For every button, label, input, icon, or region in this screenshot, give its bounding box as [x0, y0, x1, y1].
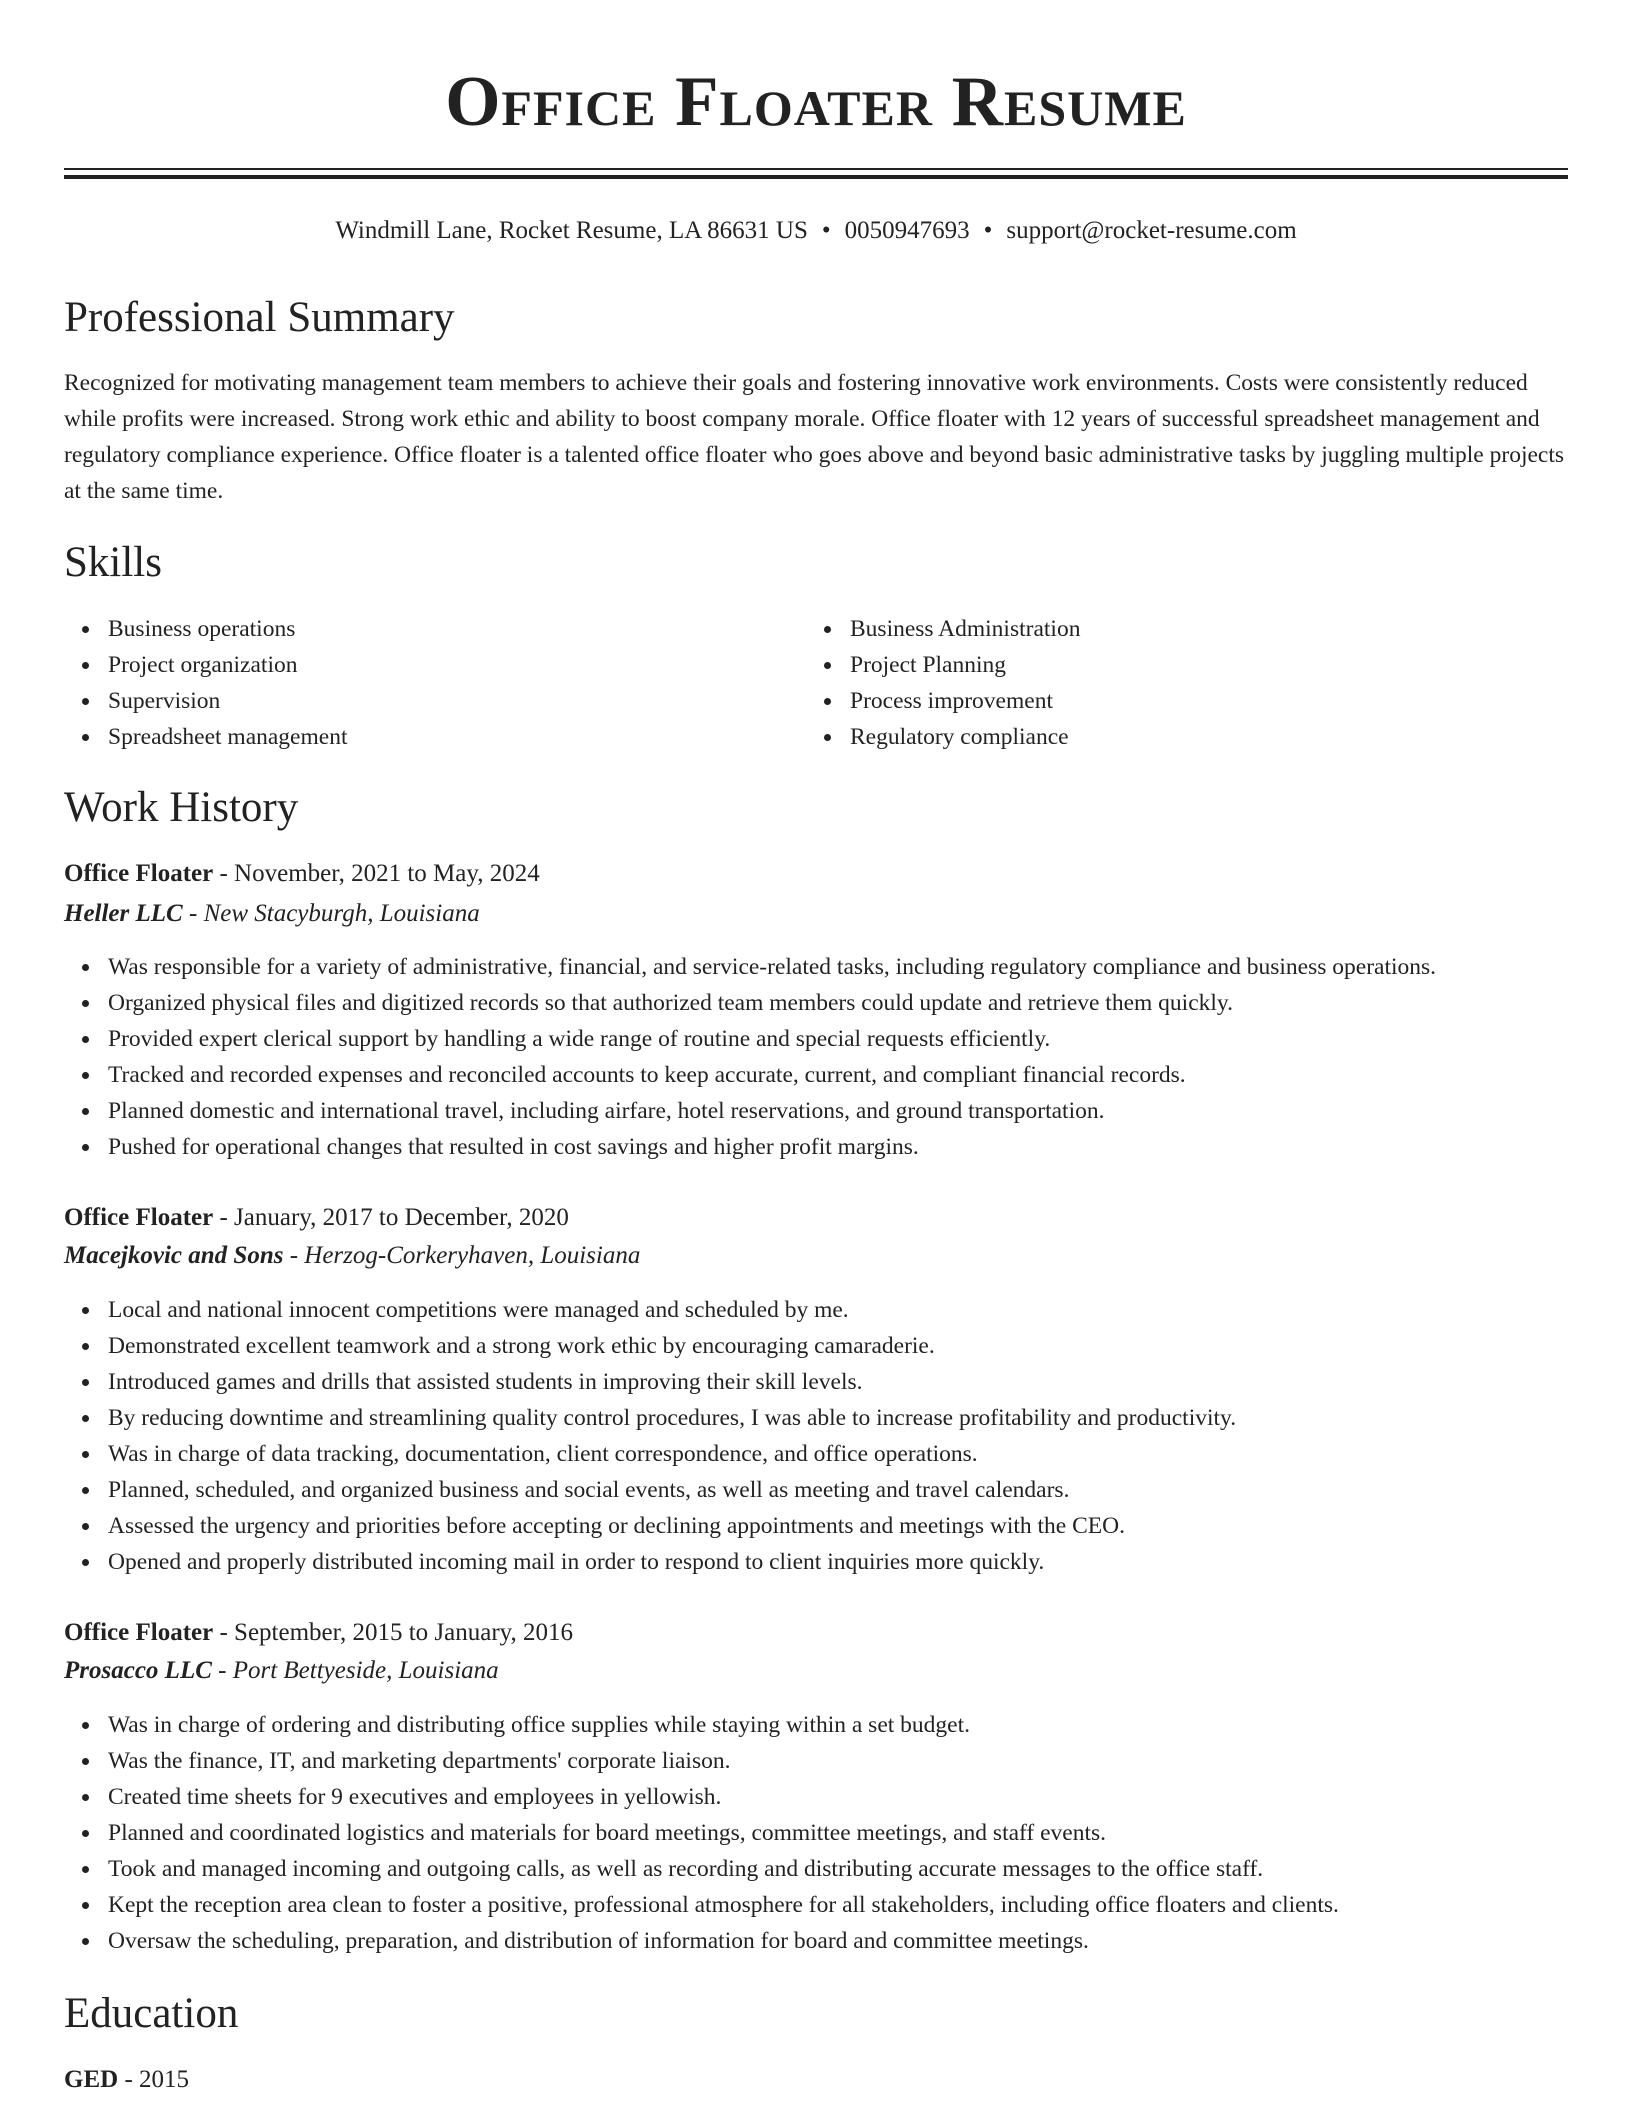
- job-dates: November, 2021 to May, 2024: [234, 860, 540, 887]
- job-bullets: [64, 1707, 1612, 1959]
- job-title: Office Floater: [64, 860, 214, 887]
- job-employer-line: Macejkovic and Sons - Herzog-Corkeryhaven, Louisiana: [64, 1242, 641, 1269]
- contact-phone: 0050947693: [844, 217, 970, 244]
- skill-item: Spreadsheet management: [108, 719, 788, 755]
- job-bullet: Planned and coordinated logistics and materials for board meetings, committee meetings, and staff events.: [108, 1815, 1612, 1851]
- job-bullet: Assessed the urgency and priorities before accepting or declining appointments and meetings with the CEO.: [108, 1508, 1612, 1544]
- job-location: New Stacyburgh, Louisiana: [203, 900, 480, 927]
- job-title-line: Office Floater - November, 2021 to May, 2024: [64, 860, 540, 887]
- education-heading: Education: [64, 1990, 239, 2037]
- title-divider-top: [64, 168, 1568, 170]
- title-divider-bottom: [64, 175, 1568, 179]
- job-bullet: Organized physical files and digitized records so that authorized team members could update and retrieve them quickly.: [108, 985, 1612, 1021]
- skill-item: Process improvement: [850, 683, 1550, 719]
- education-entry: GED - 2015: [64, 2066, 190, 2093]
- job-bullet: Was in charge of data tracking, documentation, client correspondence, and office operations.: [108, 1436, 1612, 1472]
- job-dates: January, 2017 to December, 2020: [234, 1204, 569, 1231]
- contact-separator: •: [821, 217, 831, 244]
- job-employer-line: Heller LLC - New Stacyburgh, Louisiana: [64, 900, 480, 927]
- skills-list-left: [64, 611, 788, 755]
- job-bullet: Created time sheets for 9 executives and employees in yellowish.: [108, 1779, 1612, 1815]
- skill-item: Project organization: [108, 647, 788, 683]
- contact-email: support@rocket-resume.com: [1006, 217, 1297, 244]
- job-bullet: Pushed for operational changes that resulted in cost savings and higher profit margins.: [108, 1129, 1612, 1165]
- job-bullet: Was responsible for a variety of administrative, financial, and service-related tasks, including regulatory compliance and business operations.: [108, 949, 1612, 985]
- job-bullet: Kept the reception area clean to foster a positive, professional atmosphere for all stakeholders, including office floaters and clients.: [108, 1887, 1612, 1923]
- job-bullet: Demonstrated excellent teamwork and a strong work ethic by encouraging camaraderie.: [108, 1328, 1612, 1364]
- job-company: Macejkovic and Sons: [64, 1242, 284, 1269]
- job-bullet: Was in charge of ordering and distributing office supplies while staying within a set budget.: [108, 1707, 1612, 1743]
- job-title: Office Floater: [64, 1204, 214, 1231]
- job-dates: September, 2015 to January, 2016: [234, 1619, 574, 1646]
- education-degree: GED: [64, 2066, 119, 2093]
- job-bullet: Provided expert clerical support by handling a wide range of routine and special requests efficiently.: [108, 1021, 1612, 1057]
- job-bullet: Planned domestic and international travel, including airfare, hotel reservations, and ground transportation.: [108, 1093, 1612, 1129]
- job-employer-line: Prosacco LLC - Port Bettyeside, Louisiana: [64, 1657, 499, 1684]
- summary-heading: Professional Summary: [64, 294, 455, 341]
- job-bullet: Took and managed incoming and outgoing calls, as well as recording and distributing accurate messages to the office staff.: [108, 1851, 1612, 1887]
- skills-list-right: [806, 611, 1550, 755]
- job-bullet: By reducing downtime and streamlining quality control procedures, I was able to increase profitability and productivity.: [108, 1400, 1612, 1436]
- job-title-line: Office Floater - September, 2015 to January, 2016: [64, 1619, 574, 1646]
- job-bullet: Planned, scheduled, and organized business and social events, as well as meeting and travel calendars.: [108, 1472, 1612, 1508]
- job-bullet: Was the finance, IT, and marketing departments' corporate liaison.: [108, 1743, 1612, 1779]
- job-bullet: Tracked and recorded expenses and reconciled accounts to keep accurate, current, and compliant financial records.: [108, 1057, 1612, 1093]
- skill-item: Business Administration: [850, 611, 1550, 647]
- skill-item: Project Planning: [850, 647, 1550, 683]
- skill-item: Regulatory compliance: [850, 719, 1550, 755]
- job-bullets: [64, 949, 1612, 1165]
- contact-separator: •: [983, 217, 993, 244]
- job-company: Heller LLC: [64, 900, 183, 927]
- job-title: Office Floater: [64, 1619, 214, 1646]
- contact-line: [0, 213, 1632, 249]
- job-bullet: Introduced games and drills that assisted students in improving their skill levels.: [108, 1364, 1612, 1400]
- job-bullet: Opened and properly distributed incoming mail in order to respond to client inquiries more quickly.: [108, 1544, 1612, 1580]
- job-bullets: [64, 1292, 1612, 1580]
- job-location: Port Bettyeside, Louisiana: [232, 1657, 499, 1684]
- skill-item: Supervision: [108, 683, 788, 719]
- skills-heading: Skills: [64, 539, 162, 586]
- education-year: 2015: [139, 2066, 190, 2093]
- job-company: Prosacco LLC: [64, 1657, 212, 1684]
- job-bullet: Oversaw the scheduling, preparation, and distribution of information for board and committee meetings.: [108, 1923, 1612, 1959]
- summary-text: Recognized for motivating management team members to achieve their goals and fostering innovative work environments. Costs were consistently reduced while profits were increased. Strong work ethic and ability to boost company morale. Office floater with 12 years of successful spreadsheet management and regulatory compliance experience. Office floater is a talented office floater who goes above and beyond basic administrative tasks by juggling multiple projects at the same time.: [64, 370, 1565, 504]
- job-bullet: Local and national innocent competitions were managed and scheduled by me.: [108, 1292, 1612, 1328]
- job-location: Herzog-Corkeryhaven, Louisiana: [304, 1242, 641, 1269]
- contact-address: Windmill Lane, Rocket Resume, LA 86631 US: [335, 217, 808, 244]
- job-title-line: Office Floater - January, 2017 to December, 2020: [64, 1204, 569, 1231]
- skill-item: Business operations: [108, 611, 788, 647]
- resume-title: Office Floater Resume: [445, 63, 1187, 141]
- work-heading: Work History: [64, 784, 299, 831]
